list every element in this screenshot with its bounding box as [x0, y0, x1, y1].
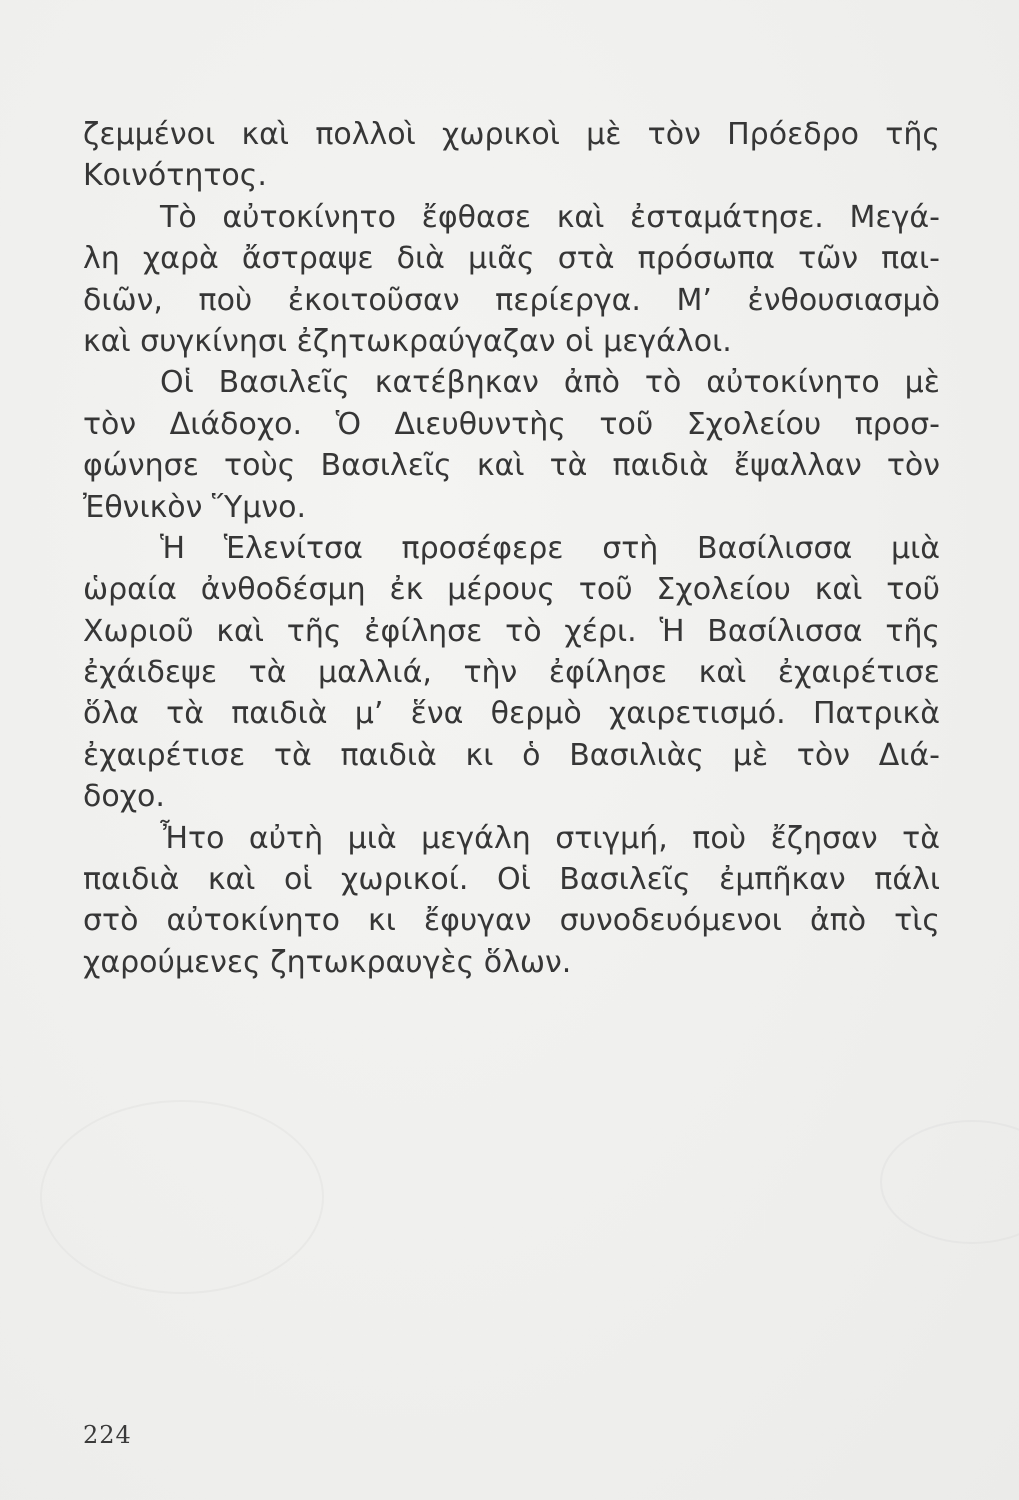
- paragraph: [83, 528, 940, 818]
- text-line: καὶ συγκίνησι ἐζητωκραύγαζαν οἱ μεγάλοι.: [83, 323, 732, 359]
- text-line: ἐχαιρέτισε τὰ παιδιὰ κι ὁ Βασιλιὰς μὲ τὸν Διά-: [83, 737, 940, 773]
- text-line: Κοινότητος.: [83, 158, 267, 194]
- bleed-through-seal: [880, 1120, 1019, 1244]
- text-line: παιδιὰ καὶ οἱ χωρικοί. Οἱ Βασιλεῖς ἐμπῆκαν πάλι: [83, 862, 940, 898]
- text-line: χαρούμενες ζητωκραυγὲς ὅλων.: [83, 944, 572, 980]
- text-line: φώνησε τοὺς Βασιλεῖς καὶ τὰ παιδιὰ ἔψαλλαν τὸν: [83, 448, 940, 484]
- text-line: Τὸ αὐτοκίνητο ἔφθασε καὶ ἐσταμάτησε. Μεγά-: [160, 199, 940, 235]
- body-text: [83, 114, 940, 983]
- text-line: Οἱ Βασιλεῖς κατέβηκαν ἀπὸ τὸ αὐτοκίνητο μὲ: [160, 365, 940, 401]
- text-line: διῶν, ποὺ ἐκοιτοῦσαν περίεργα. Μ’ ἐνθουσιασμὸ: [83, 282, 940, 318]
- paragraph: [83, 114, 940, 197]
- text-line: δοχο.: [83, 779, 165, 815]
- text-line: ζεμμένοι καὶ πολλοὶ χωρικοὶ μὲ τὸν Πρόεδρο τῆς: [83, 117, 940, 152]
- page-number: 224: [83, 1421, 132, 1449]
- text-line: Ἦτο αὐτὴ μιὰ μεγάλη στιγμή, ποὺ ἔζησαν τὰ: [160, 820, 940, 856]
- text-line: τὸν Διάδοχο. Ὁ Διευθυντὴς τοῦ Σχολείου προσ-: [83, 406, 940, 442]
- text-line: ἐχάιδεψε τὰ μαλλιά, τὴν ἐφίλησε καὶ ἐχαιρέτισε: [83, 655, 940, 691]
- paragraph: [83, 362, 940, 528]
- paragraph: [83, 197, 940, 363]
- paragraph: [83, 818, 940, 984]
- text-line: λη χαρὰ ἄστραψε διὰ μιᾶς στὰ πρόσωπα τῶν παι-: [83, 241, 940, 277]
- text-line: στὸ αὐτοκίνητο κι ἔφυγαν συνοδευόμενοι ἀπὸ τὶς: [83, 903, 940, 939]
- text-line: Χωριοῦ καὶ τῆς ἐφίλησε τὸ χέρι. Ἡ Βασίλισσα τῆς: [83, 613, 940, 649]
- text-line: Ἡ Ἑλενίτσα προσέφερε στὴ Βασίλισσα μιὰ: [160, 530, 940, 566]
- text-line: ὡραία ἀνθοδέσμη ἐκ μέρους τοῦ Σχολείου καὶ τοῦ: [83, 572, 940, 608]
- text-line: Ἐθνικὸν Ὕμνο.: [83, 489, 307, 525]
- bleed-through-seal: [40, 1100, 324, 1294]
- text-line: ὅλα τὰ παιδιὰ μ’ ἕνα θερμὸ χαιρετισμό. Πατρικὰ: [83, 696, 940, 732]
